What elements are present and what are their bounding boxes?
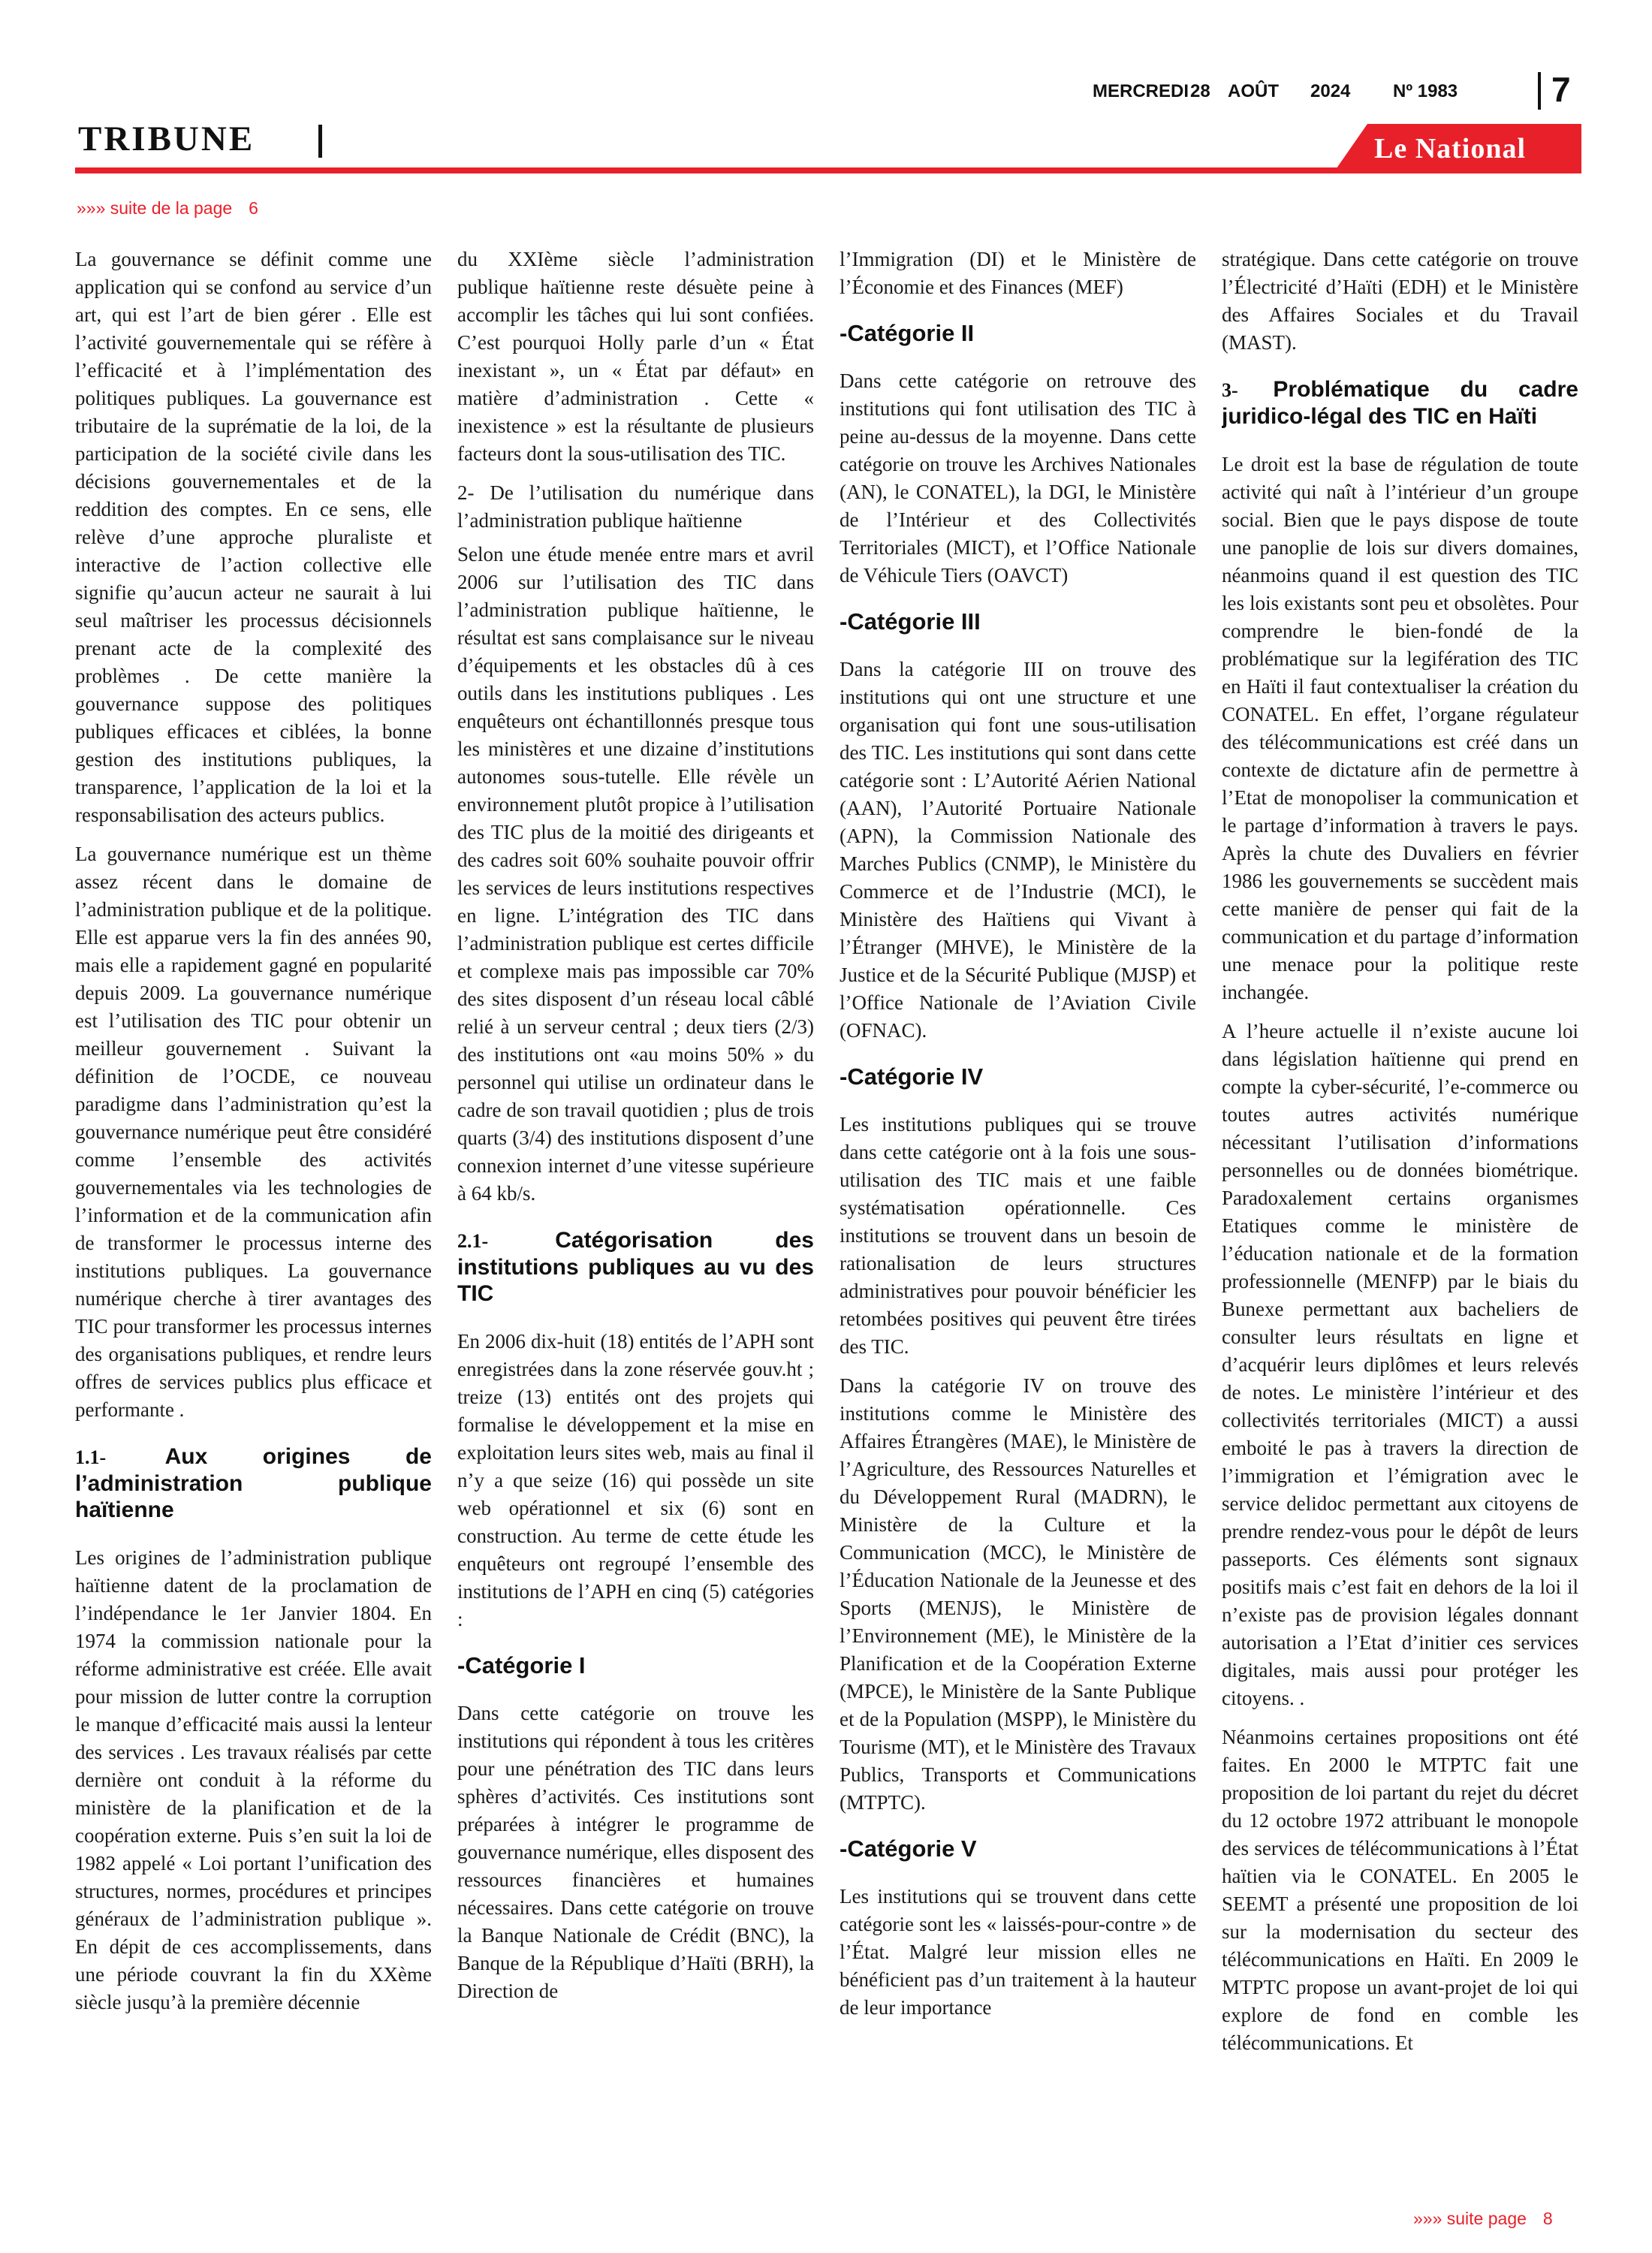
- paragraph: A l’heure actuelle il n’existe aucune loi dans législation haïtienne qui prend en compte la cyber-sécurité, l’e-commerce ou toutes autres activités numérique nécessitant l’utilisation d’informations personnelles ou de données biométrique. Paradoxalement certains organismes Etatiques comme le ministère de l’éducation nationale et de la formation professionnelle (MENFP) par le biais du Bunexe permettant aux bacheliers de consulter leurs résultats en ligne et d’acquérir leurs diplômes et leurs relevés de notes. Le ministère l’intérieur et des collectivités territoriales (MICT) a aussi emboité le pas à travers la direction de l’immigration et l’émigration avec le service delidoc permettant aux citoyens de prendre rendez-vous pour le dépôt de leurs passeports. Ces éléments sont signaux positifs mais c’est fait en dehors de la loi il n’existe pas de provision légales donnant autorisation a l’Etat d’initier ces services digitales, mais aussi pour protéger les citoyens. .: [1222, 1020, 1578, 1709]
- paragraph: Selon une étude menée entre mars et avril 2006 sur l’utilisation des TIC dans l’administration publique haïtienne, le résultat est sans complaisance sur le niveau d’équipements et les obstacles dû à ces outils dans les institutions publiques . Les enquêteurs ont échantillonnés presque tous les ministères et une dizaine d’institutions autonomes sous-tutelle. Elle révèle un environnement plutôt propice à l’utilisation des TIC plus de la moitié des dirigeants et des cadres soit 60% souhaite pouvoir offrir les services de leurs institutions respectives en ligne. L’intégration des TIC dans l’administration publique est certes difficile et complexe mais pas impossible car 70% des sites disposent d’un réseau local câblé relié à un serveur central ; deux tiers (2/3) des institutions ont «au moins 50% » du personnel qui utilise un ordinateur dans le cadre de son travail quotidien ; plus de trois quarts (3/4) des institutions disposent d’une connexion internet d’une vitesse supérieure à 64 kb/s.: [457, 543, 814, 1205]
- article-column-4: [1222, 246, 1578, 2198]
- paragraph: Les institutions qui se trouvent dans cette catégorie sont les « laissés-pour-contre » de l’État. Malgré leur mission elles ne bénéficient pas d’un traitement à la hauteur de leur importance: [840, 1885, 1196, 2019]
- paragraph: Dans la catégorie IV on trouve des institutions comme le Ministère des Affaires Étrangères (MAE), le Ministère de l’Agriculture, des Ressources Naturelles et du Développement Rural (MADRN), le Ministère de la Culture et la Communication (MCC), le Ministère de l’Éducation Nationale de la Jeunesse et des Sports (MENJS), le Ministère de l’Environnement (ME), le Ministère de la Planification et de la Coopération Externe (MPCE), le Ministère de la Sante Publique et de la Population (MSPP), le Ministère du Tourisme (MT), et le Ministère des Travaux Publics, Transports et Communications (MTPTC).: [840, 1374, 1196, 1814]
- category-heading: -Catégorie V: [840, 1835, 977, 1862]
- section-heading: [75, 1443, 432, 1523]
- section-heading-text: Aux origines de l’administration publique haïtienne: [75, 1444, 432, 1522]
- section-heading-number: 1.1-: [75, 1446, 107, 1468]
- article-column-1: [75, 246, 432, 2198]
- paragraph: Dans la catégorie III on trouve des institutions qui ont une structure et une organisation qui font une sous-utilisation des TIC. Les institutions qui sont dans cette catégorie sont : L’Autorité Aérien National (AAN), l’Autorité Portuaire Nationale (APN), la Commission Nationale des Marches Publics (CNMP), le Ministère du Commerce et de l’Industrie (MCI), le Ministère des Haïtiens qui Vivant à l’Étranger (MHVE), le Ministère de la Justice et de la Sécurité Publique (MJSP) et l’Office Nationale de l’Aviation Civile (OFNAC).: [840, 658, 1196, 1042]
- paragraph: Le droit est la base de régulation de toute activité qui naît à l’intérieur d’un groupe social. Bien que le pays dispose de toute une panoplie de lois sur divers domaines, néanmoins quand il est question des TIC les lois existants sont peu et obsolètes. Pour comprendre le bien-fondé de la problématique sur la legifération des TIC en Haïti il faut contextualiser la création du CONATEL. En effet, l’organe régulateur des télécommunications est créé dans un contexte de dictature afin de permettre à l’Etat de monopoliser la communication et le partage d’information à travers le pays. Après la chute des Duvaliers en février 1986 les gouvernements se succèdent mais cette manière de penser qui fait de la communication et du partage d’information une menace pour la politique reste inchangée.: [1222, 453, 1578, 1003]
- paragraph: Les origines de l’administration publique haïtienne datent de la proclamation de l’indépendance le 1er Janvier 1804. En 1974 la commission nationale pour la réforme administrative est créée. Elle avait pour mission de lutter contre la corruption le manque d’efficacité mais aussi la lenteur des services . Les travaux réalisés par cette dernière ont conduit à la réforme du ministère de la planification et de la coopération externe. Puis s’en suit la loi de 1982 appelé « Loi portant l’unification des structures, normes, procédures et principes généraux de l’administration publique ». En dépit de ces accomplissements, dans une période couvrant la fin du XXème siècle jusqu’à la première décennie: [75, 1546, 432, 2013]
- paragraph: Néanmoins certaines propositions ont été faites. En 2000 le MTPTC fait une proposition de loi partant du rejet du décret du 12 octobre 1972 attribuant le monopole des services de télécommunications à l’État haïtien via le CONATEL. En 2005 le SEEMT a présenté une proposition de loi sur la modernisation du secteur des télécommunications en Haïti. En 2009 le MTPTC propose un avant-projet de loi qui explore de fond en comble les télécommunications. Et: [1222, 1726, 1578, 2054]
- paragraph: La gouvernance se définit comme une application qui se confond au service d’un art, qui est l’art de bien gérer . Elle est l’activité gouvernementale qui se réfère à l’efficacité et à l’implémentation des politiques publiques. La gouvernance est tributaire de la suprématie de la loi, de la participation de la société civile dans les décisions gouvernementales et de la reddition des comptes. En ce sens, elle relève d’une approche pluraliste et interactive de l’action collective elle signifie qu’aucun acteur ne saurait à lui seul maîtriser les processus décisionnels prenant acte de la complexité des problèmes . De cette manière la gouvernance suppose des politiques publiques efficaces et ciblées, la bonne gestion des institutions publiques, la transparence, l’application de la loi et la responsabilisation des acteurs publics.: [75, 248, 432, 826]
- article-column-3: [840, 246, 1196, 2198]
- continued-to-page: 8: [1542, 2209, 1553, 2228]
- page-number: 7: [1551, 70, 1571, 109]
- issue-day: MERCREDI: [1093, 81, 1189, 101]
- paragraph: En 2006 dix-huit (18) entités de l’APH sont enregistrées dans la zone réservée gouv.ht ; treize (13) entités ont des projets qui formalise le développement et la mise en exploitation leurs sites web, mais au final il n’y a que seize (16) qui possède un site web opérationnel et six (6) sont en construction. Au terme de cette étude les enquêteurs ont regroupé l’ensemble des institutions de l’APH en cinq (5) catégories :: [457, 1330, 814, 1630]
- issue-date-line: [1093, 81, 1458, 102]
- paragraph: Dans cette catégorie on trouve les institutions qui répondent à tous les critères pour une pénétration des TIC dans leurs sphères d’activités. Ces institutions sont préparées à intégrer le programme de gouvernance numérique, elles disposent des ressources financières et humaines nécessaires. Dans cette catégorie on trouve la Banque Nationale de Crédit (BNC), la Banque de la République d’Haïti (BRH), la Direction de: [457, 1702, 814, 2002]
- paragraph: Dans cette catégorie on retrouve des institutions qui font utilisation des TIC à peine au-dessus de la moyenne. Dans cette catégorie on trouve les Archives Nationales (AN), le CONATEL), la DGI, le Ministère de l’Intérieur et des Collectivités Territoriales (MICT), et l’Office Nationale de Véhicule Tiers (OAVCT): [840, 369, 1196, 587]
- page-number-divider: [1538, 72, 1541, 110]
- header-rule: [75, 167, 1581, 173]
- issue-date-number: 28: [1190, 81, 1210, 101]
- issue-year: 2024: [1310, 81, 1351, 101]
- section-heading-text: Problématique du cadre juridico-légal des TIC en Haïti: [1222, 377, 1578, 429]
- issue-number: Nº 1983: [1393, 81, 1458, 101]
- paragraph: l’Immigration (DI) et le Ministère de l’Économie et des Finances (MEF): [840, 248, 1196, 298]
- continued-to-text: »»» suite page: [1413, 2209, 1527, 2228]
- section-heading-number: 3-: [1222, 379, 1238, 401]
- category-heading: -Catégorie II: [840, 320, 975, 346]
- paragraph: du XXIème siècle l’administration publique haïtienne reste désuète peine à accomplir les tâches qui lui sont confiées. C’est pourquoi Holly parle d’un « État inexistant », un « État par défaut» en matière d’administration . Cette « inexistence » est la résultante de plusieurs facteurs dont la sous-utilisation des TIC.: [457, 248, 814, 465]
- section-heading: [457, 1227, 814, 1307]
- article-column-2: [457, 246, 814, 2198]
- category-heading: -Catégorie III: [840, 608, 981, 635]
- subsection-title: 2- De l’utilisation du numérique dans l’administration publique haïtienne: [457, 481, 814, 532]
- continued-from-text: »»» suite de la page: [77, 198, 233, 218]
- paragraph: La gouvernance numérique est un thème assez récent dans le domaine de l’administration publique et de la politique. Elle est apparue vers la fin des années 90, mais elle a rapidement gagné en popularité depuis 2009. La gouvernance numérique est l’utilisation des TIC pour obtenir un meilleur gouvernement . Suivant la définition de l’OCDE, ce nouveau paradigme dans l’administration qu’est la gouvernance numérique peut être considéré comme l’ensemble des activités gouvernementales via les technologies de l’information et de la communication afin de transformer le processus interne des institutions publiques. La gouvernance numérique cherche à tirer avantages des TIC pour transformer les processus internes des organisations publiques, et rendre leurs offres de services publics plus efficace et performante .: [75, 843, 432, 1421]
- continued-from-page: 6: [249, 198, 258, 218]
- paragraph: Les institutions publiques qui se trouve dans cette catégorie ont à la fois une sous-utilisation des TIC mais et une faible systématisation opérationnelle. Ces institutions se trouvent dans un besoin de rationalisation de leurs structures administratives pour pouvoir bénéficier les retombées positives qui peuvent être tirées des TIC.: [840, 1113, 1196, 1358]
- category-heading: -Catégorie I: [457, 1652, 586, 1678]
- newspaper-logo: Le National: [1374, 133, 1527, 164]
- section-title: TRIBUNE: [78, 119, 255, 158]
- section-title-divider: [318, 125, 322, 158]
- continued-from-note: [77, 198, 258, 219]
- section-heading-number: 2.1-: [457, 1230, 489, 1252]
- section-heading: [1222, 376, 1578, 430]
- category-heading: -Catégorie IV: [840, 1063, 984, 1090]
- section-heading-text: Catégorisation des institutions publiques au vu des TIC: [457, 1228, 814, 1306]
- paragraph: stratégique. Dans cette catégorie on trouve l’Électricité d’Haïti (EDH) et le Ministère des Affaires Sociales et du Travail (MAST).: [1222, 248, 1578, 354]
- continued-to-note: [1413, 2209, 1553, 2229]
- issue-month: AOÛT: [1228, 81, 1279, 101]
